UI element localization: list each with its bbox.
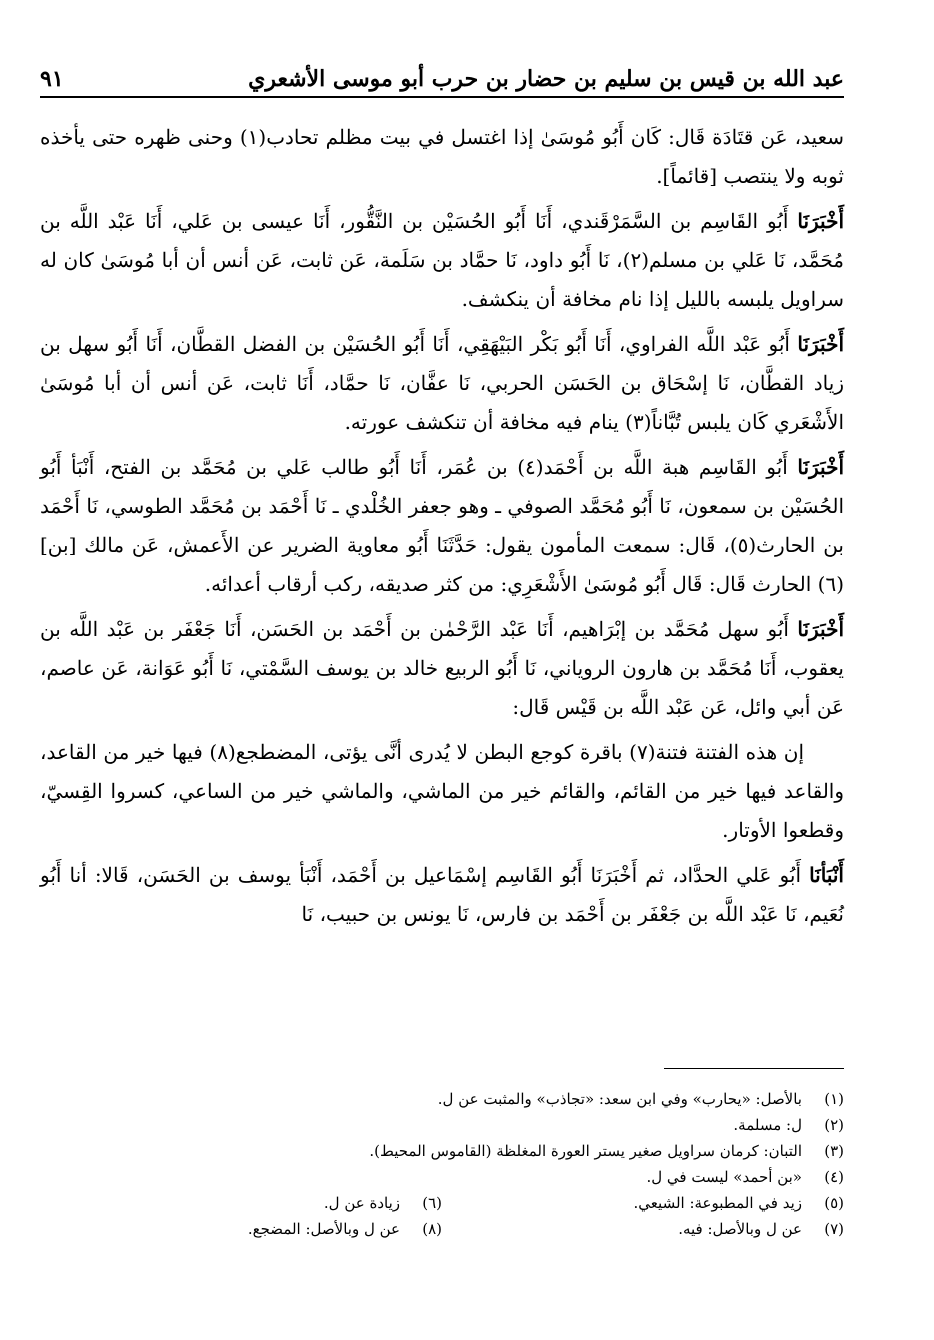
paragraph-text: إن هذه الفتنة فتنة(٧) باقرة كوجع البطن لا يُدرى أنَّى يؤتى، المضطجع(٨) فيها خير من القاعد، والقاعد فيها خير من القائم، والقائم خير من الماشي، والماشي خير من الساعي، كسروا القِسيّ، وقطعوا الأوتار. — [40, 740, 844, 842]
paragraph-lead: أَنْبَأنَا — [809, 863, 844, 887]
footnote-divider — [664, 1068, 844, 1069]
footnote-number: (٦) — [422, 1194, 442, 1212]
footnote-number: (٢) — [824, 1116, 844, 1134]
paragraph-lead: أَخْبَرَنَا — [797, 455, 845, 479]
paragraph-6 — [40, 733, 844, 850]
footnote-number: (٤) — [824, 1168, 844, 1186]
footnote-row — [40, 1190, 844, 1216]
footnote-text: بالأصل: «يحارب» وفي ابن سعد: «تجاذب» والمثبت عن ل. — [437, 1090, 802, 1108]
running-title: عبد الله بن قيس بن سليم بن حضار بن حرب أبو موسى الأشعري — [248, 66, 844, 92]
footnote-text: عن ل وبالأصل: المضجع. — [247, 1220, 400, 1238]
footnote-item — [40, 1112, 844, 1138]
footnote-number: (٣) — [824, 1142, 844, 1160]
paragraph-text: أَبُو القَاسِم هبة اللَّه بن أَحْمَد(٤) بن عُمَر، أَنَا أَبُو طالب عَلي بن مُحَمَّد بن الفتح، أَنْبَأ أَبُو الحُسَيْن بن سمعون، نَا أَبُو مُحَمَّد الصوفي ـ وهو جعفر الخُلْدي ـ نَا أَحْمَد بن مُحَمَّد الطوسي، نَا أَحْمَد بن الحارث(٥)، قَال: سمعت المأمون يقول: حَدَّثَنَا أَبُو معاوية الضرير عن الأَعمش، عَن مالك [بن](٦) الحارث قَال: قَال أَبُو مُوسَىٰ الأَشْعَرِي: من كثر صديقه، ركب أرقاب أعدائه. — [40, 455, 845, 596]
footnote-text: «بن أحمد» ليست في ل. — [646, 1168, 802, 1186]
footnote-number: (١) — [824, 1090, 844, 1108]
page-number: ٩١ — [40, 66, 64, 92]
footnote-row — [40, 1216, 844, 1242]
paragraph-text: أَبُو عَبْد اللَّه الفراوي، أَنَا أَبُو بَكْر البَيْهَقِي، أَنَا أَبُو الحُسَيْن بن الفضل القطَّان، أَنَا أَبُو سهل بن زياد القطَّان، نَا إسْحَاق بن الحَسَن الحربي، نَا عفَّان، نَا حمَّاد، أَنَا ثابت، عَن أنس أن أبا مُوسَىٰ الأَشْعَري كَان يلبس تُبَّاناً(٣) ينام فيه مخافة أن تنكشف عورته. — [40, 332, 844, 434]
footnote-item — [40, 1138, 844, 1164]
paragraph-2 — [40, 202, 844, 319]
footnote-item — [40, 1164, 844, 1190]
paragraph-text: أَبُو عَلي الحدَّاد، ثم أَخْبَرَنَا أَبُو القَاسِم إسْمَاعيل بن أَحْمَد، أَنْبَأ يوسف بن الحَسَن، قَالا: أنا أَبُو نُعَيم، نَا عَبْد اللَّه بن جَعْفَر بن أَحْمَد بن فارس، نَا يونس بن حبيب، نَا — [40, 863, 844, 926]
footnote-text: زيادة عن ل. — [323, 1194, 400, 1212]
paragraph-lead: أَخْبَرَنَا — [797, 617, 845, 641]
paragraph-3 — [40, 325, 844, 442]
body-text — [40, 118, 844, 940]
paragraph-7 — [40, 856, 844, 934]
footnote-item — [40, 1086, 844, 1112]
footnote-item — [442, 1190, 844, 1216]
paragraph-5 — [40, 610, 844, 727]
paragraph-text: أَبُو سهل مُحَمَّد بن إبْرَاهيم، أَنَا عَبْد الرَّحْمٰن بن أَحْمَد بن الحَسَن، أَنَا جَعْفَر بن عَبْد اللَّه بن يعقوب، أَنَا مُحَمَّد بن هارون الروياني، نَا أَبُو الربيع خالد بن يوسف السَّمْتي، نَا أَبُو عَوَانة، عَن عاصم، عَن أبي وائل، عَن عَبْد اللَّه بن قَيْس قَال: — [40, 617, 844, 719]
paragraph-4 — [40, 448, 844, 604]
footnote-item — [40, 1190, 442, 1216]
paragraph-1 — [40, 118, 844, 196]
footnote-text: ل: مسلمة. — [733, 1116, 802, 1134]
page-header — [40, 56, 844, 98]
footnote-number: (٥) — [824, 1194, 844, 1212]
footnote-number: (٨) — [422, 1220, 442, 1238]
footnote-item — [40, 1216, 442, 1242]
paragraph-text: أَبُو القَاسِم بن السَّمَرْقَندي، أَنَا أَبُو الحُسَيْن بن النَّقُّور، أَنَا عيسى بن عَلي، أَنَا عَبْد اللَّه بن مُحَمَّد، نَا عَلي بن مسلم(٢)، نَا أَبُو داود، نَا حمَّاد بن سَلَمة، عَن ثابت، عَن أنس أن أبا مُوسَىٰ كان له سراويل يلبسه بالليل إذا نام مخافة أن ينكشف. — [40, 209, 844, 311]
footnote-number: (٧) — [824, 1220, 844, 1238]
paragraph-lead: أَخْبَرَنَا — [797, 332, 844, 356]
footnote-text: عن ل وبالأصل: فيه. — [678, 1220, 802, 1238]
footnote-text: زيد في المطبوعة: الشيعي. — [633, 1194, 802, 1212]
paragraph-lead: أَخْبَرَنَا — [797, 209, 844, 233]
footnote-item — [442, 1216, 844, 1242]
footnote-text: التبان: كرمان سراويل صغير يستر العورة المغلظة (القاموس المحيط). — [369, 1142, 802, 1160]
paragraph-text: سعيد، عَن قتَادَة قَال: كَان أَبُو مُوسَىٰ إذا اغتسل في بيت مظلم تحادب(١) وحنى ظهره حتى يأخذه ثوبه ولا ينتصب [قائماً]. — [40, 125, 844, 188]
footnotes — [40, 1086, 844, 1242]
